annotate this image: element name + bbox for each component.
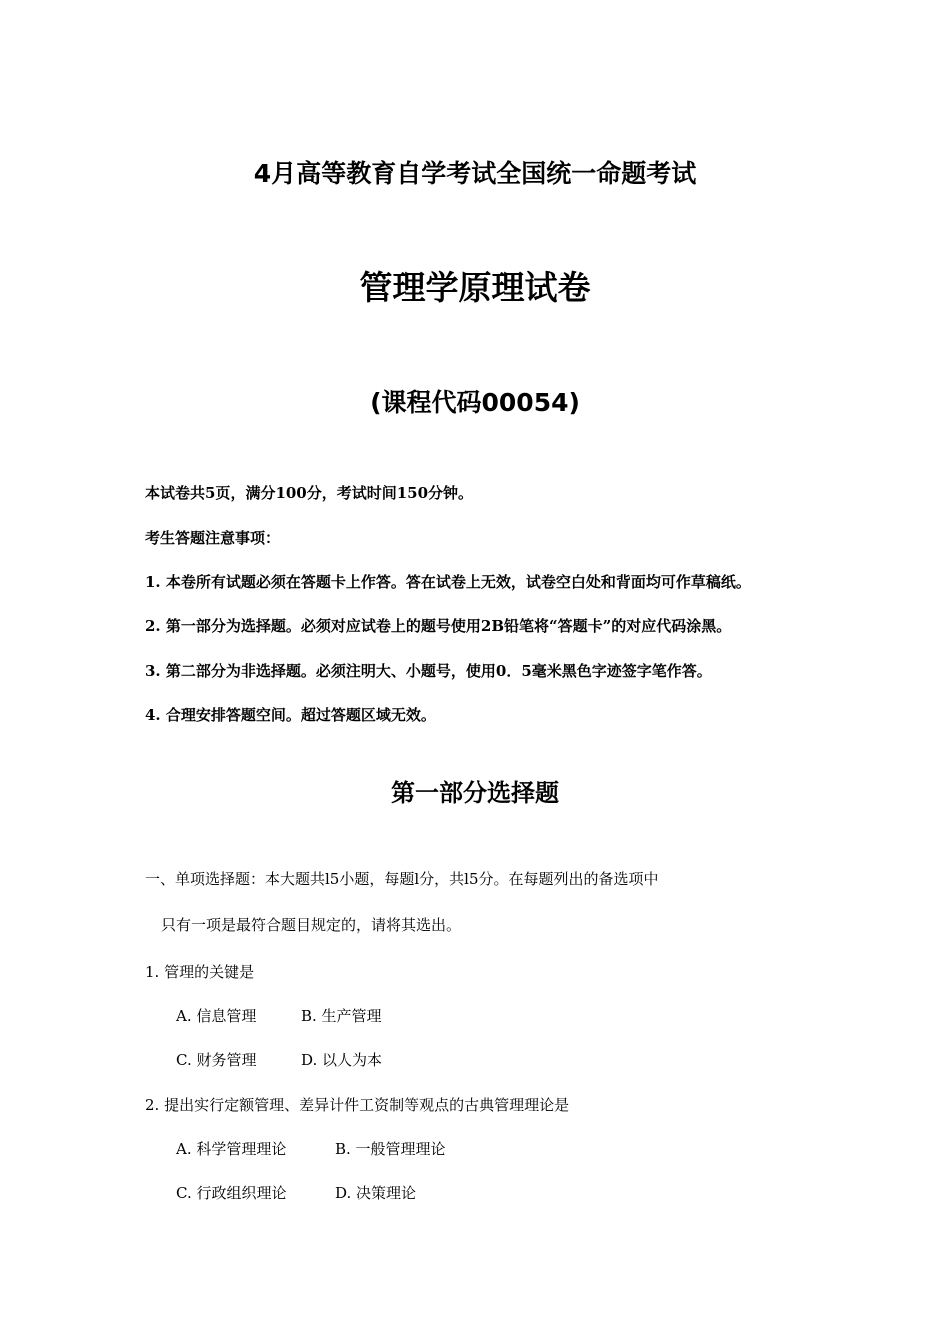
option-d: D. 以人为本 [301,1051,383,1069]
option-b: B. 一般管理理论 [335,1140,446,1158]
option-b: B. 生产管理 [301,1007,382,1025]
option-a: A. 信息管理 [176,1007,257,1025]
question-stem: 1. 管理的关键是 [145,963,255,981]
option-row [176,1049,383,1070]
option-a: A. 科学管理理论 [176,1140,287,1158]
section-intro: 一、单项选择题：本大题共l5小题，每题l分，共l5分。在每题列出的备选项中 [145,870,659,888]
instruction-item: 2. 第一部分为选择题。必须对应试卷上的题号使用2B铅笔将“答题卡”的对应代码涂黑。 [145,617,732,635]
option-d: D. 决策理论 [335,1184,417,1202]
instruction-item: 1. 本卷所有试题必须在答题卡上作答。答在试卷上无效，试卷空白处和背面均可作草稿纸。 [145,573,751,591]
section-intro-continued: 只有一项是最符合题目规定的，请将其选出。 [161,916,462,934]
course-code: (课程代码00054) [370,388,580,417]
option-row [176,1005,382,1026]
option-row [176,1182,417,1203]
option-c: C. 财务管理 [176,1051,257,1069]
question-stem: 2. 提出实行定额管理、差异计件工资制等观点的古典管理理论是 [145,1096,570,1114]
option-row [176,1138,446,1159]
instructions-title: 考生答题注意事项： [145,529,281,547]
exam-summary: 本试卷共5页，满分100分，考试时间150分钟。 [145,484,474,502]
part-one-title: 第一部分选择题 [391,779,559,807]
paper-title: 管理学原理试卷 [359,268,591,307]
option-c: C. 行政组织理论 [176,1184,287,1202]
instruction-item: 3. 第二部分为非选择题。必须注明大、小题号，使用0．5毫米黑色字迹签字笔作答。 [145,662,712,680]
instruction-item: 4. 合理安排答题空间。超过答题区域无效。 [145,706,436,724]
exam-heading: 4月高等教育自学考试全国统一命题考试 [253,159,697,188]
